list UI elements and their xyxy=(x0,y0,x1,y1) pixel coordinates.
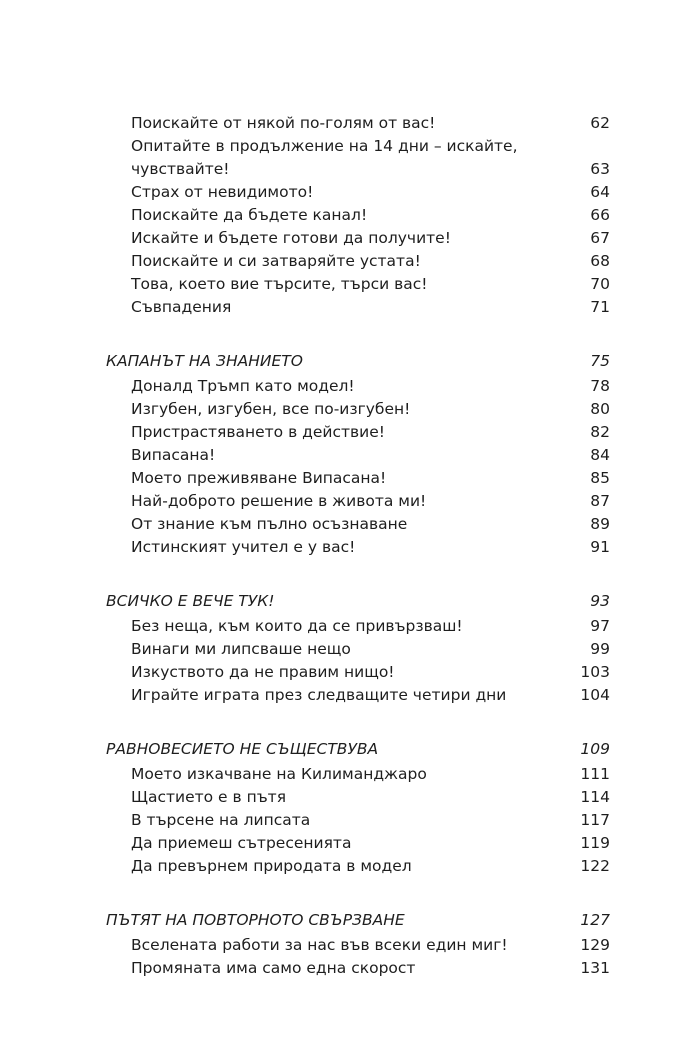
chapter-page-number: 93 xyxy=(590,592,610,610)
entry-title: Доналд Тръмп като модел! xyxy=(131,377,355,395)
entry-title: Без неща, към които да се привързваш! xyxy=(131,617,463,635)
chapter-title: ПЪТЯТ НА ПОВТОРНОТО СВЪРЗВАНЕ xyxy=(106,911,405,929)
toc-entry xyxy=(106,536,610,559)
entry-title: От знание към пълно осъзнаване xyxy=(131,515,408,533)
entry-title: Вселената работи за нас във всеки един миг! xyxy=(131,936,508,954)
entry-title: Страх от невидимото! xyxy=(131,183,314,201)
chapter-heading xyxy=(106,350,610,373)
entry-title: Играйте играта през следващите четири дни xyxy=(131,686,507,704)
entry-page-number: 97 xyxy=(590,617,610,635)
toc-entry xyxy=(106,957,610,980)
chapter-page-number: 75 xyxy=(590,352,610,370)
entry-title: Това, което вие търсите, търси вас! xyxy=(131,275,428,293)
entry-page-number: 119 xyxy=(580,834,610,852)
toc-entry xyxy=(106,638,610,661)
entry-title: Винаги ми липсваше нещо xyxy=(131,640,351,658)
chapter-page-number: 109 xyxy=(580,740,610,758)
entry-title: Опитайте в продължение на 14 дни – искайте, чувствайте! xyxy=(131,137,518,178)
toc-entry xyxy=(106,444,610,467)
toc-section xyxy=(106,350,610,559)
toc-entry xyxy=(106,112,610,135)
toc-entry xyxy=(106,490,610,513)
toc-entry xyxy=(106,375,610,398)
entry-title: Моето изкачване на Килиманджаро xyxy=(131,765,427,783)
chapter-page-number: 127 xyxy=(580,911,610,929)
toc-entry xyxy=(106,421,610,444)
entry-page-number: 70 xyxy=(590,275,610,293)
entry-page-number: 129 xyxy=(580,936,610,954)
table-of-contents xyxy=(106,112,610,1011)
entry-title: Випасана! xyxy=(131,446,216,464)
entry-title: Моето преживяване Випасана! xyxy=(131,469,387,487)
chapter-heading xyxy=(106,590,610,613)
toc-entry xyxy=(106,786,610,809)
entry-title: Истинският учител е у вас! xyxy=(131,538,356,556)
toc-entry xyxy=(106,934,610,957)
chapter-title: ВСИЧКО Е ВЕЧЕ ТУК! xyxy=(106,592,275,610)
toc-entry xyxy=(106,763,610,786)
toc-entry xyxy=(106,227,610,250)
entry-page-number: 114 xyxy=(580,788,610,806)
entry-page-number: 89 xyxy=(590,515,610,533)
toc-entry xyxy=(106,135,610,181)
toc-section xyxy=(106,738,610,878)
toc-entry xyxy=(106,204,610,227)
entry-page-number: 87 xyxy=(590,492,610,510)
entry-page-number: 67 xyxy=(590,229,610,247)
toc-entry xyxy=(106,273,610,296)
toc-entry xyxy=(106,467,610,490)
entry-title: Съвпадения xyxy=(131,298,232,316)
toc-entry xyxy=(106,615,610,638)
entry-title: Пристрастяването в действие! xyxy=(131,423,385,441)
entry-page-number: 63 xyxy=(590,160,610,178)
entry-page-number: 103 xyxy=(580,663,610,681)
toc-entry xyxy=(106,809,610,832)
entry-title: Да превърнем природата в модел xyxy=(131,857,412,875)
chapter-title: РАВНОВЕСИЕТО НЕ СЪЩЕСТВУВА xyxy=(106,740,379,758)
entry-page-number: 64 xyxy=(590,183,610,201)
entry-page-number: 99 xyxy=(590,640,610,658)
toc-entry xyxy=(106,513,610,536)
entry-title: Изкуството да не правим нищо! xyxy=(131,663,395,681)
toc-entry xyxy=(106,832,610,855)
entry-title: Най-доброто решение в живота ми! xyxy=(131,492,427,510)
toc-entry xyxy=(106,181,610,204)
entry-page-number: 62 xyxy=(590,114,610,132)
entry-title: В търсене на липсата xyxy=(131,811,311,829)
entry-title: Поискайте от някой по-голям от вас! xyxy=(131,114,436,132)
toc-section xyxy=(106,909,610,980)
chapter-title: КАПАНЪТ НА ЗНАНИЕТО xyxy=(106,352,303,370)
toc-section xyxy=(106,590,610,707)
entry-page-number: 68 xyxy=(590,252,610,270)
entry-page-number: 84 xyxy=(590,446,610,464)
entry-title: Искайте и бъдете готови да получите! xyxy=(131,229,451,247)
toc-section xyxy=(106,112,610,319)
entry-title: Промяната има само една скорост xyxy=(131,959,416,977)
entry-page-number: 66 xyxy=(590,206,610,224)
entry-page-number: 111 xyxy=(580,765,610,783)
chapter-heading xyxy=(106,909,610,932)
chapter-heading xyxy=(106,738,610,761)
toc-entry xyxy=(106,684,610,707)
entry-title: Поискайте да бъдете канал! xyxy=(131,206,368,224)
entry-page-number: 82 xyxy=(590,423,610,441)
entry-page-number: 78 xyxy=(590,377,610,395)
entry-page-number: 71 xyxy=(590,298,610,316)
entry-page-number: 122 xyxy=(580,857,610,875)
entry-page-number: 131 xyxy=(580,959,610,977)
entry-page-number: 91 xyxy=(590,538,610,556)
entry-title: Поискайте и си затваряйте устата! xyxy=(131,252,421,270)
entry-title: Изгубен, изгубен, все по-изгубен! xyxy=(131,400,411,418)
entry-title: Да приемеш сътресенията xyxy=(131,834,352,852)
toc-entry xyxy=(106,855,610,878)
entry-page-number: 117 xyxy=(580,811,610,829)
toc-entry xyxy=(106,398,610,421)
entry-page-number: 85 xyxy=(590,469,610,487)
toc-entry xyxy=(106,661,610,684)
entry-page-number: 104 xyxy=(580,686,610,704)
entry-title: Щастието е в пътя xyxy=(131,788,287,806)
entry-page-number: 80 xyxy=(590,400,610,418)
toc-entry xyxy=(106,250,610,273)
toc-entry xyxy=(106,296,610,319)
